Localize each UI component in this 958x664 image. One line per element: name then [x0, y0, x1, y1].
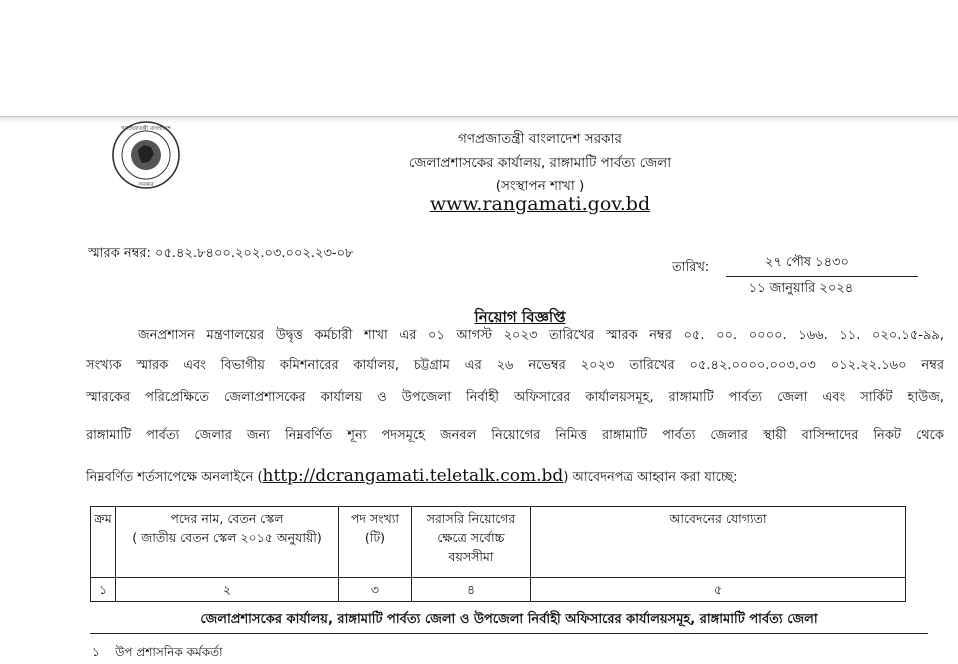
col-number-3: ৩: [339, 578, 412, 602]
blank-top-margin: [0, 0, 958, 117]
th-post-line2: ( জাতীয় বেতন স্কেল ২০১৫ অনুযায়ী): [132, 530, 322, 545]
row-post: উপ প্রশাসনিক কর্মকর্তা: [115, 645, 223, 659]
th-age-line2: ক্ষেত্রে সর্বোচ্চ: [437, 530, 505, 545]
body-line-5-pre: নিম্নবর্ণিত শর্তসাপেক্ষে অনলাইনে (: [86, 470, 263, 485]
memo-number: [88, 244, 353, 265]
body-line-1: জনপ্রশাসন মন্ত্রণালয়ের উদ্বৃত্ত কর্মচারী শাখা এর ০১ আগস্ট ২০২৩ তারিখের স্মারক নম্বর ০৫. ০০. ০০০০. ১৬৬. ১১. ০২০.১৫-৯৯,: [138, 328, 944, 343]
row-serial: ১: [92, 645, 100, 659]
header-website[interactable]: www.rangamati.gov.bd: [429, 193, 651, 215]
col-number-5: ৫: [531, 578, 906, 602]
header-office: জেলাপ্রশাসকের কার্যালয়, রাঙ্গামাটি পার্বত্য জেলা: [408, 155, 672, 171]
th-serial: ক্রম: [91, 507, 116, 578]
body-line-4: রাঙ্গামাটি পার্বত্য জেলার জন্য নিম্নবর্ণিত শূন্য পদসমূহে জনবল নিয়োগের নিমিত্ত রাঙ্গামাটি পার্বত্য জেলার স্থায়ী বাসিন্দাদের নিকট থেকে: [86, 428, 944, 443]
notice-title: নিয়োগ বিজ্ঞপ্তি: [474, 308, 566, 326]
memo-value: ০৫.৪২.৮৪০০.২০২.০৩.০০২.২৩-০৮: [155, 246, 354, 261]
table-group-heading: জেলাপ্রশাসকের কার্যালয়, রাঙ্গামাটি পার্বত্য জেলা ও উপজেলা নির্বাহী অফিসারের কার্যালয়সমূহ, রাঙ্গামাটি পার্বত্য জেলা: [200, 612, 818, 627]
body-line-3: স্মারকের পরিপ্রেক্ষিতে জেলাপ্রশাসকের কার্যালয় ও উপজেলা নির্বাহী অফিসারের কার্যালয়সমূহ, রাঙ্গামাটি পার্বত্য জেলা এবং সার্কিট হাউজ,: [86, 390, 944, 405]
government-seal-icon: [111, 120, 181, 190]
date-divider: [726, 276, 918, 277]
group-heading-rule: [90, 633, 928, 634]
col-number-4: ৪: [412, 578, 531, 602]
body-line-5-post: ) আবেদনপত্র আহ্বান করা যাচ্ছে:: [563, 470, 738, 485]
col-number-2: ২: [116, 578, 339, 602]
table-row: [92, 644, 223, 664]
th-age: [412, 507, 531, 578]
header-branch: (সংস্থাপন শাখা ): [495, 178, 585, 194]
body-line-5: [86, 466, 944, 489]
date-label: তারিখ:: [672, 260, 710, 275]
th-count-line1: পদ সংখ্যা: [350, 511, 400, 526]
th-post: [116, 507, 339, 578]
memo-label: স্মারক নম্বর:: [88, 246, 151, 261]
seal-text-top: গণপ্রজাতন্ত্রী বাংলাদেশ: [121, 126, 171, 132]
th-post-line1: পদের নাম, বেতন স্কেল: [170, 511, 284, 526]
th-age-line1: সরাসরি নিয়োগের: [426, 511, 516, 526]
header-govt: গণপ্রজাতন্ত্রী বাংলাদেশ সরকার: [458, 131, 622, 147]
th-count-line2: (টি): [364, 530, 386, 545]
seal-text-bottom: সরকার: [138, 182, 154, 188]
application-link[interactable]: http://dcrangamati.teletalk.com.bd: [262, 466, 564, 486]
col-number-1: ১: [91, 578, 116, 602]
table-header-row: [91, 507, 906, 578]
th-age-line3: বয়সসীমা: [448, 549, 494, 564]
date-bangla: ২৭ পৌষ ১৪৩০: [765, 255, 849, 270]
table-column-number-row: [91, 578, 906, 602]
th-count: [339, 507, 412, 578]
body-line-2: সংখ্যক স্মারক এবং বিভাগীয় কমিশনারের কার্যালয়, চট্টগ্রাম এর ২৬ নভেম্বর ২০২৩ তারিখের ০৫.৪২.০০০০.০০৩.০৩ ০১২.২২.১৬০ নম্বর: [86, 358, 944, 373]
vacancy-table: [90, 506, 906, 602]
date-gregorian: ১১ জানুয়ারি ২০২৪: [748, 281, 854, 296]
th-qualification: আবেদনের যোগ্যতা: [531, 507, 906, 578]
